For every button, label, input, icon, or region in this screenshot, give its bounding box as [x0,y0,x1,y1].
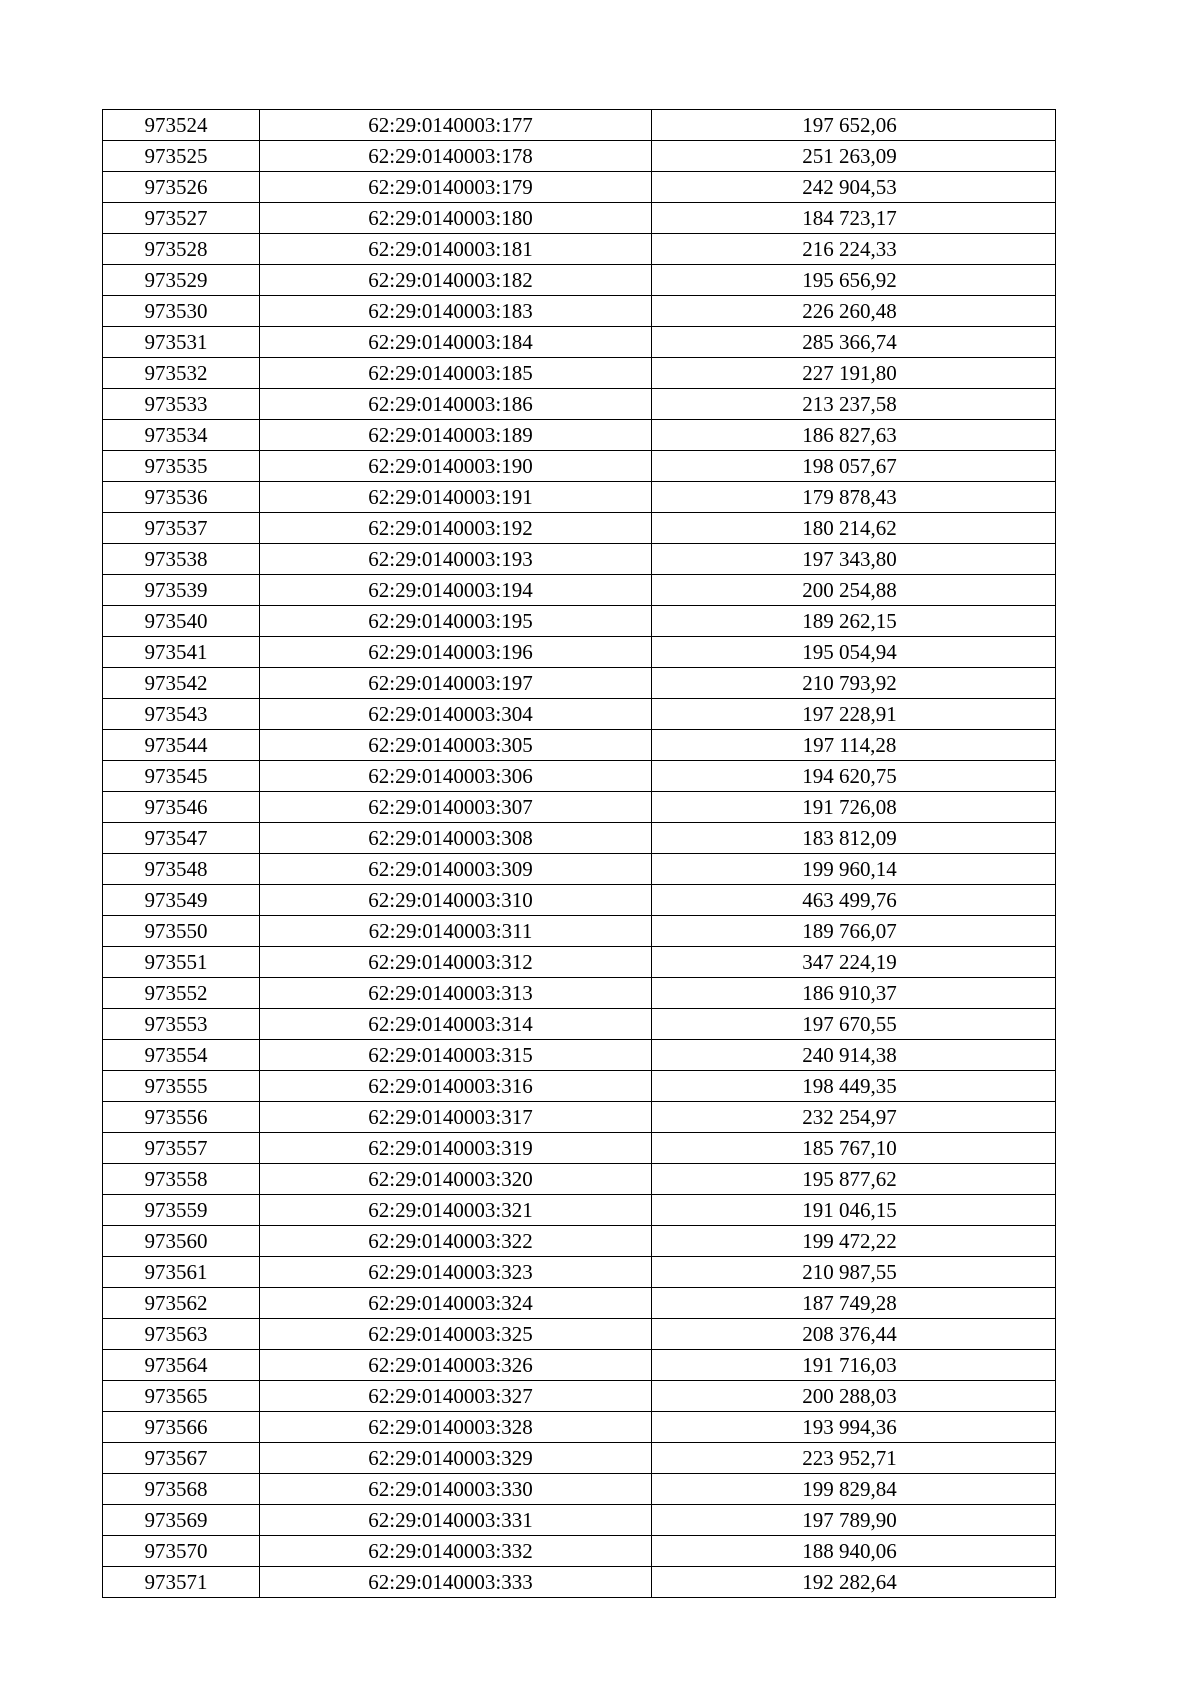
cadastral-number-cell: 62:29:0140003:324 [260,1288,652,1319]
cadastral-value-cell: 210 987,55 [652,1257,1056,1288]
table-row [103,575,1056,606]
cadastral-number-cell: 62:29:0140003:191 [260,482,652,513]
table-row [103,110,1056,141]
table-row [103,1350,1056,1381]
table-row [103,668,1056,699]
record-number-cell: 973552 [103,978,260,1009]
cadastral-value-cell: 195 877,62 [652,1164,1056,1195]
cadastral-number-cell: 62:29:0140003:177 [260,110,652,141]
table-row [103,1474,1056,1505]
cadastral-number-cell: 62:29:0140003:327 [260,1381,652,1412]
cadastral-number-cell: 62:29:0140003:308 [260,823,652,854]
cadastral-value-cell: 183 812,09 [652,823,1056,854]
cadastral-value-cell: 208 376,44 [652,1319,1056,1350]
table-row [103,978,1056,1009]
table-row [103,544,1056,575]
table-row [103,606,1056,637]
table-row [103,1102,1056,1133]
cadastral-value-cell: 199 472,22 [652,1226,1056,1257]
table-row [103,1412,1056,1443]
cadastral-value-cell: 216 224,33 [652,234,1056,265]
cadastral-number-cell: 62:29:0140003:311 [260,916,652,947]
cadastral-value-table [102,109,1056,1598]
cadastral-value-cell: 197 228,91 [652,699,1056,730]
cadastral-value-cell: 232 254,97 [652,1102,1056,1133]
cadastral-number-cell: 62:29:0140003:317 [260,1102,652,1133]
record-number-cell: 973557 [103,1133,260,1164]
cadastral-value-cell: 199 829,84 [652,1474,1056,1505]
record-number-cell: 973526 [103,172,260,203]
table-row [103,1133,1056,1164]
cadastral-value-cell: 194 620,75 [652,761,1056,792]
cadastral-number-cell: 62:29:0140003:320 [260,1164,652,1195]
table-row [103,637,1056,668]
cadastral-value-cell: 179 878,43 [652,482,1056,513]
cadastral-value-cell: 347 224,19 [652,947,1056,978]
record-number-cell: 973571 [103,1567,260,1598]
table-row [103,1071,1056,1102]
cadastral-value-cell: 191 726,08 [652,792,1056,823]
cadastral-value-cell: 191 046,15 [652,1195,1056,1226]
cadastral-number-cell: 62:29:0140003:196 [260,637,652,668]
table-row [103,1226,1056,1257]
cadastral-value-cell: 223 952,71 [652,1443,1056,1474]
cadastral-number-cell: 62:29:0140003:304 [260,699,652,730]
table-row [103,1288,1056,1319]
cadastral-value-cell: 198 449,35 [652,1071,1056,1102]
cadastral-value-cell: 180 214,62 [652,513,1056,544]
record-number-cell: 973558 [103,1164,260,1195]
record-number-cell: 973531 [103,327,260,358]
table-row [103,1443,1056,1474]
cadastral-value-cell: 198 057,67 [652,451,1056,482]
cadastral-value-cell: 189 262,15 [652,606,1056,637]
cadastral-number-cell: 62:29:0140003:329 [260,1443,652,1474]
cadastral-number-cell: 62:29:0140003:193 [260,544,652,575]
cadastral-value-cell: 200 288,03 [652,1381,1056,1412]
record-number-cell: 973541 [103,637,260,668]
table-row [103,1195,1056,1226]
cadastral-value-cell: 199 960,14 [652,854,1056,885]
cadastral-number-cell: 62:29:0140003:183 [260,296,652,327]
record-number-cell: 973569 [103,1505,260,1536]
cadastral-number-cell: 62:29:0140003:325 [260,1319,652,1350]
table-row [103,358,1056,389]
cadastral-number-cell: 62:29:0140003:190 [260,451,652,482]
cadastral-value-cell: 197 652,06 [652,110,1056,141]
record-number-cell: 973533 [103,389,260,420]
table-row [103,141,1056,172]
cadastral-number-cell: 62:29:0140003:306 [260,761,652,792]
record-number-cell: 973539 [103,575,260,606]
record-number-cell: 973547 [103,823,260,854]
cadastral-number-cell: 62:29:0140003:322 [260,1226,652,1257]
record-number-cell: 973537 [103,513,260,544]
record-number-cell: 973560 [103,1226,260,1257]
table-row [103,885,1056,916]
record-number-cell: 973534 [103,420,260,451]
record-number-cell: 973554 [103,1040,260,1071]
cadastral-number-cell: 62:29:0140003:312 [260,947,652,978]
record-number-cell: 973524 [103,110,260,141]
cadastral-number-cell: 62:29:0140003:310 [260,885,652,916]
cadastral-value-cell: 193 994,36 [652,1412,1056,1443]
record-number-cell: 973543 [103,699,260,730]
cadastral-value-cell: 197 114,28 [652,730,1056,761]
table-row [103,916,1056,947]
table-row [103,1009,1056,1040]
record-number-cell: 973532 [103,358,260,389]
cadastral-number-cell: 62:29:0140003:192 [260,513,652,544]
cadastral-number-cell: 62:29:0140003:195 [260,606,652,637]
table-row [103,203,1056,234]
cadastral-number-cell: 62:29:0140003:333 [260,1567,652,1598]
cadastral-number-cell: 62:29:0140003:182 [260,265,652,296]
record-number-cell: 973525 [103,141,260,172]
record-number-cell: 973540 [103,606,260,637]
table-row [103,451,1056,482]
cadastral-value-cell: 213 237,58 [652,389,1056,420]
record-number-cell: 973562 [103,1288,260,1319]
cadastral-number-cell: 62:29:0140003:194 [260,575,652,606]
cadastral-number-cell: 62:29:0140003:181 [260,234,652,265]
cadastral-value-cell: 184 723,17 [652,203,1056,234]
table-row [103,1319,1056,1350]
record-number-cell: 973556 [103,1102,260,1133]
record-number-cell: 973553 [103,1009,260,1040]
cadastral-value-cell: 200 254,88 [652,575,1056,606]
cadastral-number-cell: 62:29:0140003:330 [260,1474,652,1505]
cadastral-value-cell: 463 499,76 [652,885,1056,916]
cadastral-number-cell: 62:29:0140003:185 [260,358,652,389]
cadastral-value-cell: 191 716,03 [652,1350,1056,1381]
table-row [103,172,1056,203]
cadastral-number-cell: 62:29:0140003:307 [260,792,652,823]
cadastral-number-cell: 62:29:0140003:314 [260,1009,652,1040]
record-number-cell: 973535 [103,451,260,482]
cadastral-number-cell: 62:29:0140003:178 [260,141,652,172]
record-number-cell: 973550 [103,916,260,947]
cadastral-value-cell: 251 263,09 [652,141,1056,172]
record-number-cell: 973549 [103,885,260,916]
table-row [103,1040,1056,1071]
cadastral-value-cell: 192 282,64 [652,1567,1056,1598]
cadastral-number-cell: 62:29:0140003:309 [260,854,652,885]
cadastral-value-cell: 189 766,07 [652,916,1056,947]
cadastral-number-cell: 62:29:0140003:186 [260,389,652,420]
table-row [103,420,1056,451]
table-row [103,389,1056,420]
record-number-cell: 973561 [103,1257,260,1288]
cadastral-number-cell: 62:29:0140003:331 [260,1505,652,1536]
record-number-cell: 973548 [103,854,260,885]
table-row [103,1567,1056,1598]
table-row [103,792,1056,823]
table-row [103,823,1056,854]
cadastral-value-cell: 187 749,28 [652,1288,1056,1319]
record-number-cell: 973528 [103,234,260,265]
cadastral-number-cell: 62:29:0140003:313 [260,978,652,1009]
cadastral-number-cell: 62:29:0140003:319 [260,1133,652,1164]
cadastral-value-cell: 185 767,10 [652,1133,1056,1164]
cadastral-value-cell: 197 343,80 [652,544,1056,575]
cadastral-number-cell: 62:29:0140003:179 [260,172,652,203]
record-number-cell: 973566 [103,1412,260,1443]
cadastral-value-cell: 242 904,53 [652,172,1056,203]
table-row [103,513,1056,544]
cadastral-value-cell: 186 827,63 [652,420,1056,451]
cadastral-number-cell: 62:29:0140003:316 [260,1071,652,1102]
cadastral-value-cell: 240 914,38 [652,1040,1056,1071]
cadastral-number-cell: 62:29:0140003:323 [260,1257,652,1288]
table-body [103,110,1056,1598]
table-row [103,761,1056,792]
cadastral-value-cell: 285 366,74 [652,327,1056,358]
record-number-cell: 973536 [103,482,260,513]
cadastral-value-cell: 227 191,80 [652,358,1056,389]
table-row [103,296,1056,327]
table-row [103,482,1056,513]
table-row [103,1536,1056,1567]
record-number-cell: 973551 [103,947,260,978]
record-number-cell: 973529 [103,265,260,296]
cadastral-number-cell: 62:29:0140003:197 [260,668,652,699]
record-number-cell: 973546 [103,792,260,823]
record-number-cell: 973565 [103,1381,260,1412]
cadastral-value-cell: 195 054,94 [652,637,1056,668]
cadastral-number-cell: 62:29:0140003:328 [260,1412,652,1443]
record-number-cell: 973570 [103,1536,260,1567]
record-number-cell: 973567 [103,1443,260,1474]
table-row [103,1381,1056,1412]
table-row [103,730,1056,761]
cadastral-number-cell: 62:29:0140003:184 [260,327,652,358]
record-number-cell: 973544 [103,730,260,761]
cadastral-value-cell: 210 793,92 [652,668,1056,699]
cadastral-number-cell: 62:29:0140003:326 [260,1350,652,1381]
cadastral-number-cell: 62:29:0140003:332 [260,1536,652,1567]
table-row [103,1505,1056,1536]
table-row [103,854,1056,885]
record-number-cell: 973564 [103,1350,260,1381]
cadastral-value-cell: 195 656,92 [652,265,1056,296]
cadastral-value-cell: 197 789,90 [652,1505,1056,1536]
record-number-cell: 973568 [103,1474,260,1505]
cadastral-number-cell: 62:29:0140003:315 [260,1040,652,1071]
cadastral-number-cell: 62:29:0140003:321 [260,1195,652,1226]
cadastral-number-cell: 62:29:0140003:189 [260,420,652,451]
table-row [103,265,1056,296]
table-row [103,1257,1056,1288]
record-number-cell: 973538 [103,544,260,575]
table-row [103,1164,1056,1195]
cadastral-value-cell: 186 910,37 [652,978,1056,1009]
table-row [103,947,1056,978]
cadastral-value-cell: 226 260,48 [652,296,1056,327]
record-number-cell: 973527 [103,203,260,234]
record-number-cell: 973559 [103,1195,260,1226]
record-number-cell: 973555 [103,1071,260,1102]
table-row [103,699,1056,730]
table-row [103,234,1056,265]
record-number-cell: 973563 [103,1319,260,1350]
cadastral-number-cell: 62:29:0140003:180 [260,203,652,234]
cadastral-value-cell: 197 670,55 [652,1009,1056,1040]
record-number-cell: 973530 [103,296,260,327]
record-number-cell: 973545 [103,761,260,792]
record-number-cell: 973542 [103,668,260,699]
cadastral-value-cell: 188 940,06 [652,1536,1056,1567]
table-row [103,327,1056,358]
cadastral-number-cell: 62:29:0140003:305 [260,730,652,761]
